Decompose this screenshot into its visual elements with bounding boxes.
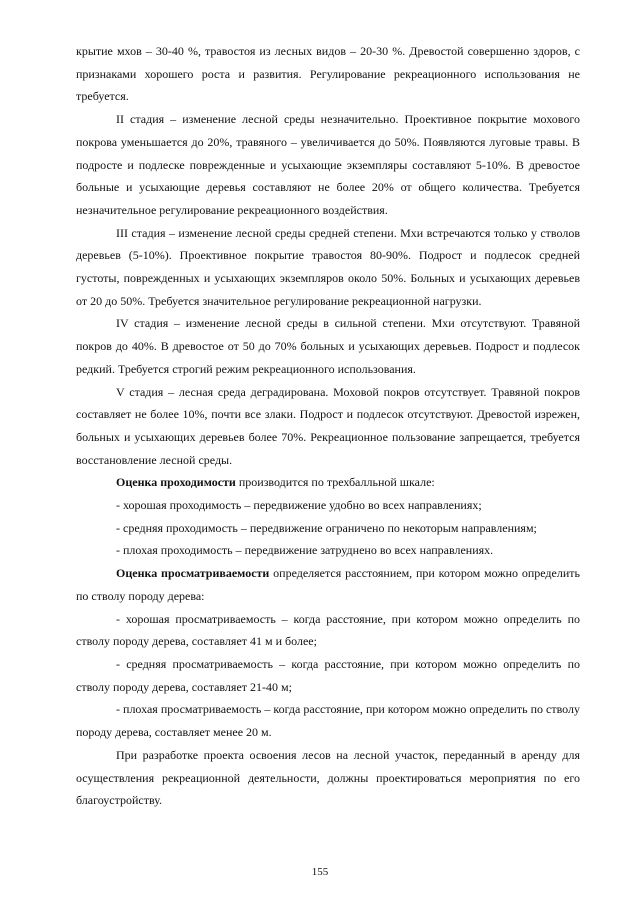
list-item-passability-good xyxy=(76,494,580,517)
body-text xyxy=(76,40,580,812)
list-item-text: - хорошая проходимость – передвижение удобно во всех направлениях; xyxy=(116,498,482,513)
list-item-passability-medium xyxy=(76,517,580,540)
paragraph-text: производится по трехбалльной шкале: xyxy=(235,475,435,490)
paragraph-stage-3 xyxy=(76,222,580,313)
list-item-visibility-medium xyxy=(76,653,580,698)
paragraph-text: II стадия – изменение лесной среды незначительно. Проективное покрытие мохового покрова уменьшается до 20%, травяного – увеличивается до 50%. Появляются луговые травы. В подросте и подлеске поврежденные и усыхающие экземпляры составляют 5-10%. В древостое больные и усыхающие деревья составляют не более 20% от общего количества. Требуется незначительное регулирование рекреационного воздействия. xyxy=(76,112,580,217)
list-item-visibility-good xyxy=(76,608,580,653)
paragraph-passability-heading xyxy=(76,471,580,494)
paragraph-text: крытие мхов – 30-40 %, травостоя из лесных видов – 20-30 %. Древостой совершенно здоров, с признаками хорошего роста и развития. Регулирование рекреационного использования не требуется. xyxy=(76,44,580,104)
paragraph-text: III стадия – изменение лесной среды средней степени. Мхи встречаются только у стволов деревьев (5-10%). Проективное покрытие травостоя 80-90%. Подрост и подлесок средней густоты, поврежденных и усыхающих экземпляров около 50%. Больных и усыхающих деревьев от 20 до 50%. Требуется значительное регулирование рекреационной нагрузки. xyxy=(76,225,580,308)
list-item-visibility-poor xyxy=(76,698,580,743)
paragraph-stage-4 xyxy=(76,312,580,380)
paragraph-continuation xyxy=(76,40,580,108)
list-item-text: - средняя просматриваемость – когда расстояние, при котором можно определить по стволу породу дерева, составляет 21-40 м; xyxy=(76,656,580,694)
page-number: 155 xyxy=(311,866,329,878)
paragraph-closing xyxy=(76,744,580,812)
paragraph-text: При разработке проекта освоения лесов на лесной участок, переданный в аренду для осуществления рекреационной деятельности, должны проектироваться мероприятия по его благоустройству. xyxy=(76,747,580,808)
list-item-text: - хорошая просматриваемость – когда расстояние, при котором можно определить по стволу породу дерева, составляет 41 м и более; xyxy=(76,611,580,649)
paragraph-text: V стадия – лесная среда деградирована. Моховой покров отсутствует. Травяной покров составляет не более 10%, почти все злаки. Подрост и подлесок отсутствуют. Древостой изрежен, больных и усыхающих деревьев более 70%. Рекреационное пользование запрещается, требуется восстановление лесной среды. xyxy=(76,384,580,467)
list-item-text: - плохая проходимость – передвижение затруднено во всех направлениях. xyxy=(116,543,494,558)
paragraph-stage-5 xyxy=(76,381,580,472)
bold-term: Оценка проходимости xyxy=(116,475,236,490)
paragraph-text: IV стадия – изменение лесной среды в сильной степени. Мхи отсутствуют. Травяной покров до 40%. В древостое от 50 до 70% больных и усыхающих деревьев. Подрост и подлесок редкий. Требуется строгий режим рекреационного использования. xyxy=(76,316,580,376)
list-item-text: - средняя проходимость – передвижение ограничено по некоторым направлениям; xyxy=(116,520,537,535)
bold-term: Оценка просматриваемости xyxy=(116,566,270,581)
list-item-text: - плохая просматриваемость – когда расстояние, при котором можно определить по стволу породу дерева, составляет менее 20 м. xyxy=(76,702,580,740)
list-item-passability-poor xyxy=(76,539,580,562)
paragraph-visibility-heading xyxy=(76,562,580,607)
paragraph-text: определяется расстоянием, при котором можно определить по стволу породу дерева: xyxy=(76,566,580,603)
paragraph-stage-2 xyxy=(76,108,580,222)
